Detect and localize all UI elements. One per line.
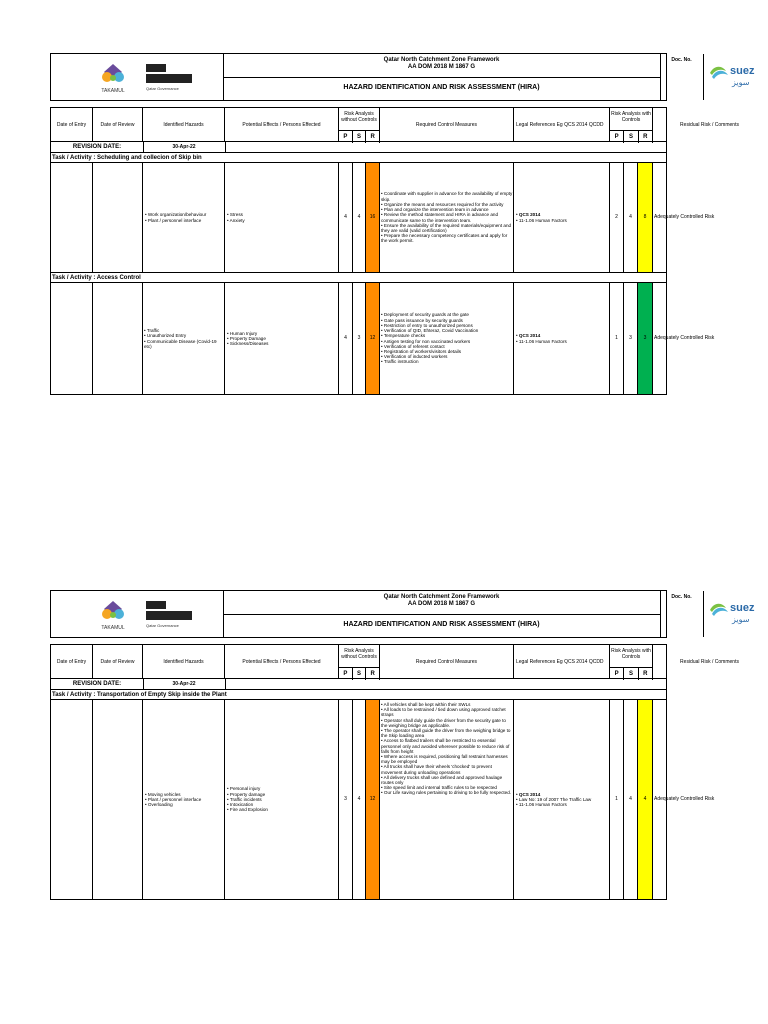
hazards-cell: • Moving vehicles • Plant / personnel interface • Overloading — [143, 700, 225, 899]
r2-value: 8 — [638, 163, 653, 272]
col-risk-with: Risk Analysis with Controls — [610, 108, 653, 141]
svg-text:سويز: سويز — [732, 615, 750, 624]
title-cell — [223, 591, 661, 637]
controls-cell: • Coordinate with supplier in advance for the availability of empty skip. • Organize the means and resources required for the activity • Plan and organize the intervention team in advance • Review the method statement and HIRA in advance and communicate same to the intervention team. • Ensure the availability of the required materials/equipment and they are valid (valid certification) • Prepare the necessary competency certificates and apply for the work permit. — [380, 163, 514, 272]
col-date-entry: Date of Entry — [51, 645, 93, 678]
col-legal: Legal References Eg QCS 2014 QCDD — [514, 108, 610, 141]
column-header-row — [50, 107, 739, 142]
takamul-logo — [96, 62, 130, 94]
residual-cell: Adequately Controlled Risk — [654, 334, 715, 341]
s-value: 4 — [353, 163, 366, 272]
ashghal-logo — [146, 64, 206, 92]
p2-value: 1 — [610, 700, 624, 899]
col-residual: Residual Risk / Comments — [680, 658, 739, 665]
hazard-row — [50, 163, 715, 273]
suez-logo — [708, 596, 763, 626]
svg-text:TAKAMUL: TAKAMUL — [101, 625, 125, 631]
controls-cell: • All vehicles shall be kept within their SWLs • All loads to be restrained / tied down using approved ratchet straps • Operator shall duly guide the driver from the security gate to the weighing bridge as applicable. • The operator shall guide the driver from the weighing bridge to the Skip loading area • Access to flatbed trailers shall be restricted to essential personnel only and avoided wherever possible to reduce risk of falls from height • Where access is required, positioning fall restraint harnesses may be employed • All trucks shall have their wheels 'chocked' to prevent movement during unloading operations • All delivery trucks shall use defined and approved haulage routes only • Site speed limit and internal traffic rules to be respected • Our Life saving rules pertaining to driving to be fully respected. — [380, 700, 514, 899]
residual-cell: Adequately Controlled Risk — [654, 213, 715, 220]
legal-cell: • QCS 2014 • 11-1.06 Human Factors — [514, 163, 610, 272]
col-risk-with: Risk Analysis with Controls — [610, 645, 653, 678]
p2-value: 1 — [610, 283, 624, 394]
svg-text:Qatar Governance: Qatar Governance — [146, 623, 179, 628]
hira-page-1 — [50, 53, 755, 395]
effects-cell: • Human Injury • Property Damage • Sickness/Diseases — [225, 283, 339, 394]
doc-no-cell — [660, 591, 704, 637]
framework-title: Qatar North Catchment Zone Framework — [383, 594, 500, 600]
suez-logo — [708, 59, 763, 89]
col-risk-without: Risk Analysis without Controls — [339, 108, 380, 141]
hazard-row — [50, 700, 715, 900]
hira-title: HAZARD IDENTIFICATION AND RISK ASSESSMENT (HIRA) — [343, 621, 540, 628]
p2-value: 2 — [610, 163, 624, 272]
doc-no-label: Doc. No. — [671, 594, 692, 600]
takamul-logo — [96, 599, 130, 631]
svg-text:سويز: سويز — [732, 78, 750, 87]
framework-title: Qatar North Catchment Zone Framework — [383, 57, 500, 63]
s2-value: 4 — [624, 163, 638, 272]
document-header — [50, 53, 692, 101]
col-risk-without: Risk Analysis without Controls — [339, 645, 380, 678]
document-header — [50, 590, 692, 638]
logo-cell — [51, 591, 224, 637]
revision-date: 30-Apr-22 — [143, 142, 226, 152]
doc-no-cell — [660, 54, 704, 100]
col-legal: Legal References Eg QCS 2014 QCDD — [514, 645, 610, 678]
task-title: Task / Activity : Access Control — [50, 273, 667, 283]
contract-number: AA DOM 2018 M 1867 G — [407, 601, 476, 607]
col-date-review: Date of Review — [93, 108, 143, 141]
revision-label: REVISION DATE: — [51, 142, 144, 152]
r2-value: 4 — [638, 700, 653, 899]
revision-row — [50, 142, 667, 153]
revision-date: 30-Apr-22 — [143, 679, 226, 689]
svg-text:suez: suez — [730, 65, 755, 77]
col-residual: Residual Risk / Comments — [680, 121, 739, 128]
svg-text:Qatar Governance: Qatar Governance — [146, 86, 179, 91]
risk-with-psr: P S R — [610, 130, 653, 143]
column-header-row — [50, 644, 739, 679]
p-value: 4 — [339, 163, 353, 272]
col-effects: Potential Effects / Persons Effected — [225, 645, 339, 678]
effects-cell: • Personal injury • Property damage • Traffic incidents • Intoxication • Fire and Explosion — [225, 700, 339, 899]
p-value: 4 — [339, 283, 353, 394]
svg-text:suez: suez — [730, 602, 755, 614]
r-value: 16 — [366, 163, 380, 272]
effects-cell: • Stress • Anxiety — [225, 163, 339, 272]
residual-cell: Adequately Controlled Risk — [654, 795, 715, 802]
col-controls: Required Control Measures — [380, 645, 514, 678]
col-effects: Potential Effects / Persons Effected — [225, 108, 339, 141]
r2-value: 3 — [638, 283, 653, 394]
ashghal-logo — [146, 601, 206, 629]
contract-number: AA DOM 2018 M 1867 G — [407, 64, 476, 70]
risk-without-psr: P S R — [339, 667, 380, 680]
task-title: Task / Activity : Scheduling and collecion of Skip bin — [50, 153, 667, 163]
revision-label: REVISION DATE: — [51, 679, 144, 689]
hira-title: HAZARD IDENTIFICATION AND RISK ASSESSMENT (HIRA) — [343, 84, 540, 91]
hazard-row — [50, 283, 715, 395]
logo-cell — [51, 54, 224, 100]
r-value: 12 — [366, 700, 380, 899]
doc-no-label: Doc. No. — [671, 57, 692, 63]
title-cell — [223, 54, 661, 100]
legal-cell: • QCS 2014 • Law No: 19 of 2007 The Traffic Law • 11-1.06 Human Factors — [514, 700, 610, 899]
s2-value: 4 — [624, 700, 638, 899]
p-value: 3 — [339, 700, 353, 899]
col-controls: Required Control Measures — [380, 108, 514, 141]
col-date-entry: Date of Entry — [51, 108, 93, 141]
col-date-review: Date of Review — [93, 645, 143, 678]
r-value: 12 — [366, 283, 380, 394]
s-value: 4 — [353, 700, 366, 899]
col-hazards: Identified Hazards — [143, 108, 225, 141]
controls-cell: • Deployment of security guards at the gate • Gate pass issuance by security guards • Restriction of entry to unauthorized persons • Verification of QID, Ehteraz, Covid Vaccination • Temperature checks • Antigen testing for non vaccinated workers • Verification of referent contact • Registration of workers/visitors details • Verification of inducted workers • Traffic instruction — [380, 283, 514, 394]
legal-cell: • QCS 2014 • 11-1.06 Human Factors — [514, 283, 610, 394]
risk-with-psr: P S R — [610, 667, 653, 680]
task-title: Task / Activity : Transportation of Empty Skip inside the Plant — [50, 690, 667, 700]
s-value: 3 — [353, 283, 366, 394]
hira-page-2 — [50, 590, 755, 900]
risk-without-psr: P S R — [339, 130, 380, 143]
hazards-cell: • Traffic • Unauthorized Entry • Communicable Disease (Covid-19 etc) — [143, 283, 225, 394]
s2-value: 3 — [624, 283, 638, 394]
svg-text:TAKAMUL: TAKAMUL — [101, 88, 125, 94]
col-hazards: Identified Hazards — [143, 645, 225, 678]
revision-row — [50, 679, 667, 690]
hazards-cell: • Work organization/behaviour • Plant / personnel interface — [143, 163, 225, 272]
